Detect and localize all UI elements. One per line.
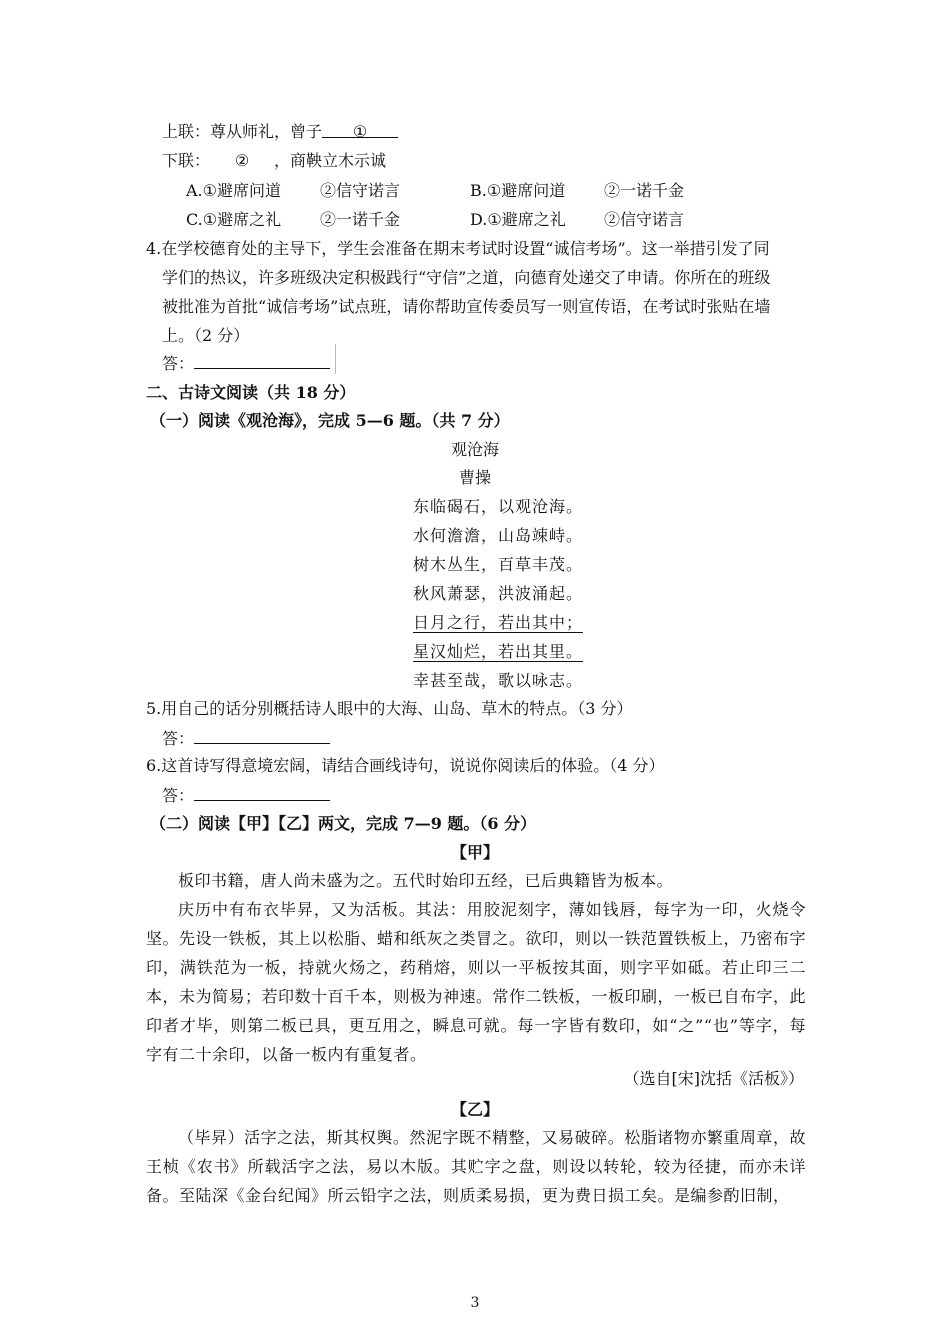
couplet-upper-text: 上联：尊从师礼，曾子	[162, 122, 323, 141]
blank-1-mark: ①	[352, 122, 368, 141]
option-d-part2: ②信守诺言	[604, 210, 685, 229]
couplet-upper	[162, 121, 398, 143]
couplet-lower-prefix: 下联：	[162, 151, 211, 170]
poem-underlined-text: 日月之行，若出其中；	[413, 613, 584, 632]
option-c-part1: ①避席之礼	[202, 210, 282, 229]
jia-heading: 【甲】	[450, 843, 499, 862]
section-2-title: 二、古诗文阅读（共 18 分）	[146, 383, 356, 402]
q4-line-4: 上。（2 分）	[162, 326, 250, 345]
option-a-part2: ②信守诺言	[320, 181, 401, 200]
option-b-label: B.	[470, 181, 487, 200]
couplet-lower	[162, 150, 386, 172]
poem-line-underlined	[413, 641, 583, 663]
option-a-label: A.	[186, 181, 203, 200]
jia-text	[146, 866, 806, 1069]
blank-1	[322, 121, 398, 141]
option-c	[186, 209, 401, 231]
q5-text: 5.用自己的话分别概括诗人眼中的大海、山岛、草木的特点。（3 分）	[146, 699, 633, 718]
margin-mark	[335, 344, 336, 374]
poem-underlined-text: 星汉灿烂，若出其里。	[413, 642, 584, 661]
yi-text	[146, 1123, 806, 1210]
poem-line-underlined	[413, 612, 583, 634]
option-b	[470, 180, 685, 202]
poem-line: 秋风萧瑟，洪波涌起。	[413, 584, 584, 603]
option-a-part1: ①避席问道	[202, 181, 281, 200]
q6-answer-label: 答：	[162, 786, 195, 805]
q4-line-1: 4.在学校德育处的主导下，学生会准备在期末考试时设置“诚信考场”。这一举措引发了同	[146, 239, 770, 258]
part-2-title: （二）阅读【甲】【乙】两文，完成 7—9 题。（6 分）	[150, 814, 537, 833]
jia-paragraph-1: 板印书籍，唐人尚未盛为之。五代时始印五经，已后典籍皆为板本。	[178, 871, 674, 890]
q5-answer-label: 答：	[162, 729, 195, 748]
option-d-label: D.	[470, 210, 488, 229]
poem-title: 观沧海	[450, 440, 499, 459]
q4-answer-line[interactable]	[194, 352, 330, 369]
q4-line-3: 被批准为首批“诚信考场”试点班，请你帮助宣传委员写一则宣传语，在考试时张贴在墙	[162, 297, 771, 316]
option-d	[470, 209, 685, 231]
poem-line: 树木丛生，百草丰茂。	[413, 555, 584, 574]
jia-source: （选自[宋]沈括《活板》）	[623, 1069, 804, 1088]
poem-line: 幸甚至哉，歌以咏志。	[413, 671, 584, 690]
poem-author: 曹操	[458, 468, 491, 487]
couplet-lower-suffix: ，商鞅立木示诚	[274, 151, 387, 170]
poem-line: 东临碣石，以观沧海。	[413, 497, 584, 516]
page-number: 3	[470, 1295, 480, 1311]
q4-line-2: 学们的热议，许多班级决定积极践行“守信”之道，向德育处递交了申请。你所在的班级	[162, 268, 771, 287]
poem-line: 水何澹澹，山岛竦峙。	[413, 526, 584, 545]
q4-answer-label: 答：	[162, 354, 195, 373]
jia-paragraph-2: 庆历中有布衣毕昇，又为活板。其法：用胶泥刻字，薄如钱唇，每字为一印，火烧令坚。先设一铁板，其上以松脂、蜡和纸灰之类冒之。欲印，则以一铁范置铁板上，乃密布字印，满铁范为一板，持就火炀之，药稍熔，则以一平板按其面，则字平如砥。若止印三二本，未为简易；若印数十百千本，则极为神速。常作二铁板，一板印刷，一板已自布字，此印者才毕，则第二板已具，更互用之，瞬息可就。每一字皆有数印，如“之”“也”等字，每字有二十余印，以备一板内有重复者。	[146, 900, 807, 1064]
blank-2-mark: ②	[234, 151, 250, 170]
option-d-part1: ①避席之礼	[487, 210, 566, 229]
q6-answer-line[interactable]	[194, 784, 330, 801]
q4-answer	[162, 352, 330, 375]
yi-paragraph-1: （毕昇）活字之法，斯其权舆。然泥字既不精整，又易破碎。松脂诸物亦繁重周章，故王桢《农书》所载活字之法，易以木版。其贮字之盘，则设以转轮，较为径捷，而亦未详备。至陆深《金台纪闻》所云铅字之法，则质柔易损，更为费日损工矣。是编参酌旧制，	[146, 1128, 806, 1205]
part-1-title: （一）阅读《观沧海》，完成 5—6 题。（共 7 分）	[150, 411, 510, 430]
yi-heading: 【乙】	[450, 1100, 499, 1119]
option-a	[186, 180, 401, 202]
q6-text: 6.这首诗写得意境宏阔，请结合画线诗句，说说你阅读后的体验。（4 分）	[146, 756, 665, 775]
option-c-part2: ②一诺千金	[320, 210, 401, 229]
option-b-part2: ②一诺千金	[604, 181, 685, 200]
blank-2	[210, 150, 274, 172]
option-b-part1: ①避席问道	[486, 181, 566, 200]
q6-answer	[162, 784, 330, 807]
q5-answer-line[interactable]	[194, 727, 330, 744]
q5-answer	[162, 727, 330, 750]
option-c-label: C.	[186, 210, 203, 229]
